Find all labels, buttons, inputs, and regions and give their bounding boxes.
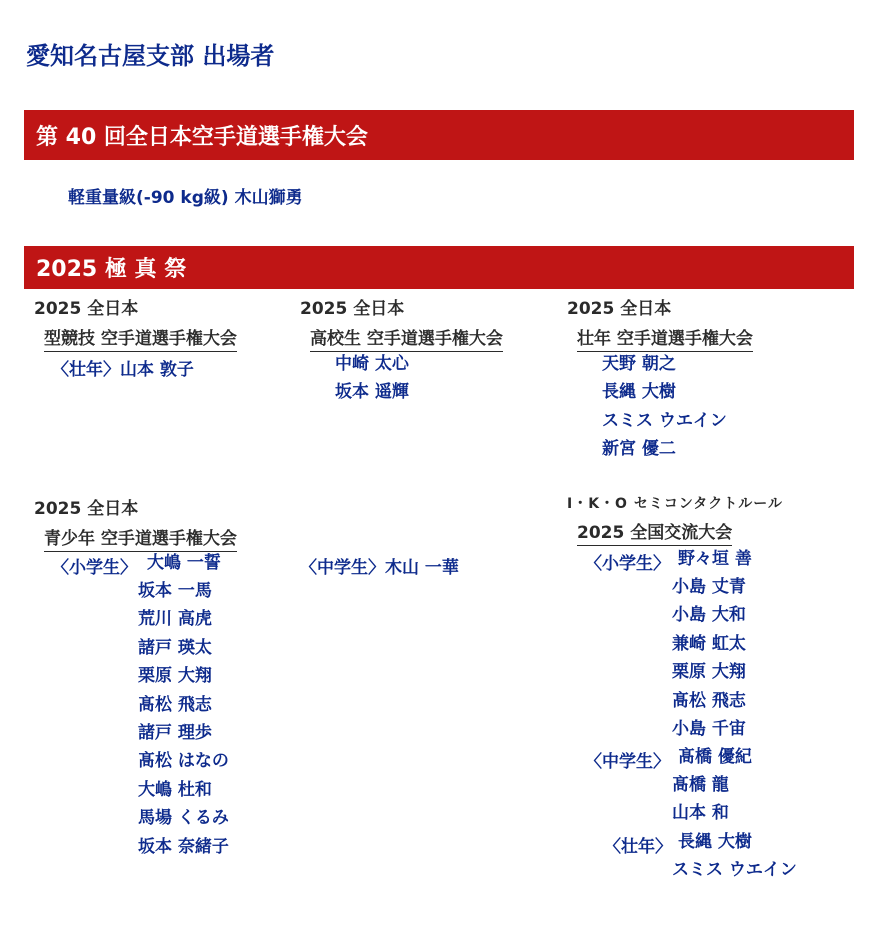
- list-item: 髙松 飛志: [138, 694, 212, 715]
- kata-event: 型競技 空手道選手権大会: [44, 324, 237, 352]
- list-item: 坂本 一馬: [138, 581, 212, 601]
- iko-event: 2025 全国交流大会: [577, 518, 732, 546]
- iko-middle-name-list-cont: [672, 771, 729, 828]
- list-item: スミス ウエイン: [602, 410, 727, 431]
- list-item: 長縄 大樹: [602, 382, 676, 403]
- list-item: 大嶋 杜和: [138, 779, 212, 800]
- iko-rule-label: I・K・O セミコンタクトルール: [567, 496, 783, 512]
- iko-senior-name-list: [678, 828, 752, 856]
- iko-elementary-name-list-cont: [672, 573, 746, 743]
- list-item: 諸戸 理歩: [138, 722, 212, 743]
- youth-middle-entry: 〈中学生〉木山 一華: [300, 558, 459, 578]
- iko-middle-label: 〈中学生〉: [585, 752, 670, 772]
- youth-elementary-name-list: [147, 549, 221, 577]
- list-item: 天野 朝之: [602, 354, 676, 374]
- list-item: 長縄 大樹: [678, 832, 752, 852]
- senior-event: 壮年 空手道選手権大会: [577, 324, 753, 352]
- list-item: 野々垣 善: [678, 549, 752, 569]
- youth-event: 青少年 空手道選手権大会: [44, 524, 237, 552]
- page-title: 愛知名古屋支部 出場者: [26, 42, 275, 70]
- list-item: 坂本 奈緒子: [138, 836, 229, 857]
- list-item: 新宮 優二: [602, 439, 676, 460]
- championship-entry: 軽重量級(-90 kg級) 木山獅勇: [68, 188, 303, 208]
- list-item: 諸戸 瑛太: [138, 637, 212, 658]
- section-heading-kyokushin-festival: [24, 246, 854, 289]
- iko-elementary-name-list: [678, 545, 752, 573]
- list-item: 栗原 大翔: [672, 662, 746, 683]
- highschool-event: 高校生 空手道選手権大会: [310, 324, 503, 352]
- iko-elementary-label: 〈小学生〉: [585, 554, 670, 574]
- list-item: 小島 千宙: [672, 718, 746, 739]
- iko-senior-label: 〈壮年〉: [604, 837, 672, 857]
- list-item: 坂本 遥輝: [335, 382, 409, 403]
- senior-name-list: [602, 350, 727, 464]
- list-item: 小島 丈青: [672, 577, 746, 597]
- highschool-year: 2025 全日本: [300, 299, 405, 319]
- highschool-name-list: [335, 350, 409, 407]
- list-item: スミス ウエイン: [672, 860, 797, 880]
- list-item: 髙松 飛志: [672, 690, 746, 711]
- list-item: 中崎 太心: [335, 354, 409, 374]
- section-heading-text: 第 40 回全日本空手道選手権大会: [36, 124, 368, 150]
- list-item: 栗原 大翔: [138, 666, 212, 687]
- youth-elementary-label: 〈小学生〉: [52, 558, 137, 578]
- iko-senior-name-list-cont: [672, 856, 797, 884]
- list-item: 兼崎 虹太: [672, 633, 746, 654]
- list-item: 髙松 はなの: [138, 751, 229, 772]
- youth-year: 2025 全日本: [34, 499, 139, 519]
- section-heading-text: 2025 極 真 祭: [36, 257, 187, 282]
- list-item: 髙橋 優紀: [678, 747, 752, 767]
- youth-elementary-name-list-cont: [138, 577, 229, 861]
- senior-year: 2025 全日本: [567, 299, 672, 319]
- iko-middle-name-list: [678, 743, 752, 771]
- list-item: 荒川 高虎: [138, 609, 212, 630]
- kata-entry: 〈壮年〉山本 敦子: [52, 360, 194, 380]
- list-item: 馬場 くるみ: [138, 808, 229, 829]
- list-item: 大嶋 一誓: [147, 553, 221, 573]
- list-item: 髙橋 龍: [672, 775, 729, 795]
- kata-year: 2025 全日本: [34, 299, 139, 319]
- list-item: 山本 和: [672, 803, 729, 824]
- section-heading-championship: [24, 110, 854, 160]
- list-item: 小島 大和: [672, 605, 746, 626]
